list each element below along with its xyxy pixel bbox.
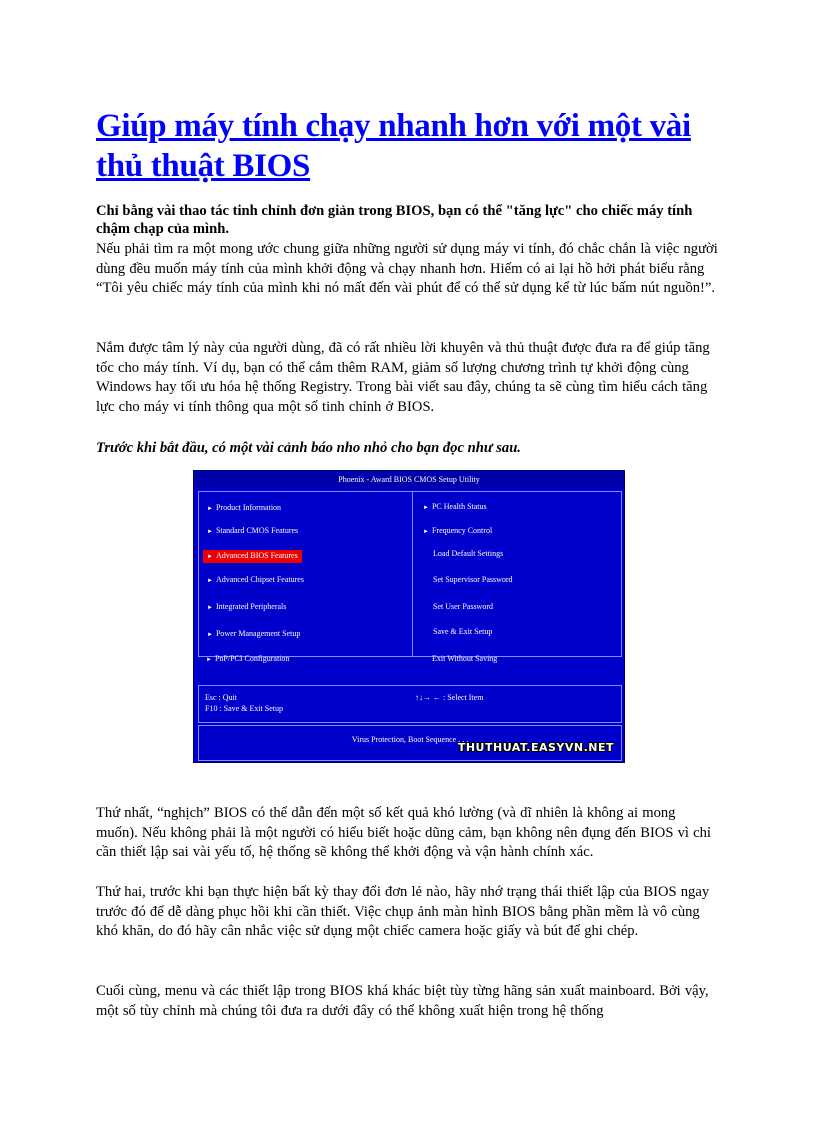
bios-item-pc-health: ► PC Health Status <box>423 502 487 511</box>
paragraph-first-warning: Thứ nhất, “nghịch” BIOS có thể dẫn đến một số kết quả khó lường (và dĩ nhiên là không ai mong muốn). Nếu không phải là một người có hiểu biết hoặc dũng cảm, bạn không nên đụng đến BIOS vì chỉ cần thiết lập sai vài yếu tố, hệ thống sẽ không thể khởi động và vận hành chính xác. <box>96 805 711 860</box>
watermark-logo: THUTHUAT.EASYVN.NET <box>457 741 614 754</box>
bios-key-quit: Esc : Quit <box>205 693 237 702</box>
bios-item-pnp-pci: ► PnP/PCI Configuration <box>206 654 290 663</box>
bios-item-exit-without-saving: Exit Without Saving <box>432 654 498 663</box>
bios-header: Phoenix - Award BIOS CMOS Setup Utility <box>194 471 624 488</box>
bios-item-product-information: ► Product Information <box>207 503 282 512</box>
bios-footer-text: Virus Protection, Boot Sequence . . . <box>351 735 469 744</box>
triangle-right-icon: ► <box>207 554 213 560</box>
bios-item-power-management: ► Power Management Setup <box>207 629 301 638</box>
triangle-right-icon: ► <box>207 578 213 584</box>
bios-menu-panel <box>198 491 622 657</box>
paragraph-third-warning: Cuối cùng, menu và các thiết lập trong BIOS khá khác biệt tùy từng hãng sản xuất mainboard. Bởi vậy, một số tùy chỉnh mà chúng tôi đưa ra dưới đây có thể không xuất hiện trong hệ thống <box>96 983 709 1019</box>
bios-key-select: ↑↓→ ← : Select Item <box>415 693 484 702</box>
triangle-right-icon: ► <box>423 529 429 535</box>
triangle-right-icon: ► <box>423 505 429 511</box>
triangle-right-icon: ► <box>206 657 212 663</box>
paragraph-context: Nắm được tâm lý này của người dùng, đã có rất nhiều lời khuyên và thủ thuật được đưa ra để giúp tăng tốc cho máy tính. Ví dụ, bạn có thể cắm thêm RAM, giảm số lượng chương trình tự khởi động cùng Windows hay tối ưu hóa hệ thống Registry. Trong bài viết sau đây, chúng ta sẽ cùng tìm hiểu cách tăng lực cho máy vi tính thông qua một số tinh chỉnh ở BIOS. <box>96 340 710 415</box>
triangle-right-icon: ► <box>207 605 213 611</box>
bios-key-save: F10 : Save & Exit Setup <box>205 704 283 713</box>
bios-item-frequency-control: ► Frequency Control <box>423 526 493 535</box>
bios-item-save-exit: Save & Exit Setup <box>433 627 493 636</box>
bios-item-standard-cmos: ► Standard CMOS Features <box>207 526 299 535</box>
bios-item-advanced-bios-selected: ► Advanced BIOS Features <box>203 550 302 563</box>
paragraph-intro: Nếu phải tìm ra một mong ước chung giữa những người sử dụng máy vi tính, đó chắc chắn là việc người dùng đều muốn máy tính của mình khởi động và chạy nhanh hơn. Hiếm có ai lại hồ hởi phát biểu rằng “Tôi yêu chiếc máy tính của mình khi nó mất đến vài phút để có thể sử dụng kể từ lúc bấm nút nguồn!”. <box>96 241 718 296</box>
bios-item-integrated-peripherals: ► Integrated Peripherals <box>207 602 287 611</box>
bios-item-advanced-chipset: ► Advanced Chipset Features <box>207 575 304 584</box>
bios-item-user-password: Set User Password <box>433 602 493 611</box>
bios-screenshot <box>193 470 625 763</box>
bios-column-divider <box>412 492 413 656</box>
article-lead: Chỉ bằng vài thao tác tinh chỉnh đơn giản trong BIOS, bạn có thể "tăng lực" cho chiếc máy tính chậm chạp của mình. <box>96 203 693 237</box>
article-title[interactable]: Giúp máy tính chạy nhanh hơn với một vài thủ thuật BIOS <box>96 108 691 184</box>
bios-keys-panel <box>198 685 622 723</box>
paragraph-second-warning: Thứ hai, trước khi bạn thực hiện bất kỳ thay đổi đơn lẻ nào, hãy nhớ trạng thái thiết lập của BIOS ngay trước đó để dễ dàng phục hồi khi cần thiết. Việc chụp ảnh màn hình BIOS bằng phần mềm là vô cùng khó khăn, do đó hãy cân nhắc việc sử dụng một chiếc camera hoặc giấy và bút để ghi chép. <box>96 884 710 939</box>
triangle-right-icon: ► <box>207 506 213 512</box>
bios-item-supervisor-password: Set Supervisor Password <box>433 575 513 584</box>
triangle-right-icon: ► <box>207 632 213 638</box>
warning-heading: Trước khi bắt đầu, có một vài cảnh báo nho nhỏ cho bạn đọc như sau. <box>96 440 521 456</box>
triangle-right-icon: ► <box>207 529 213 535</box>
bios-item-load-defaults: Load Default Settings <box>433 549 504 558</box>
